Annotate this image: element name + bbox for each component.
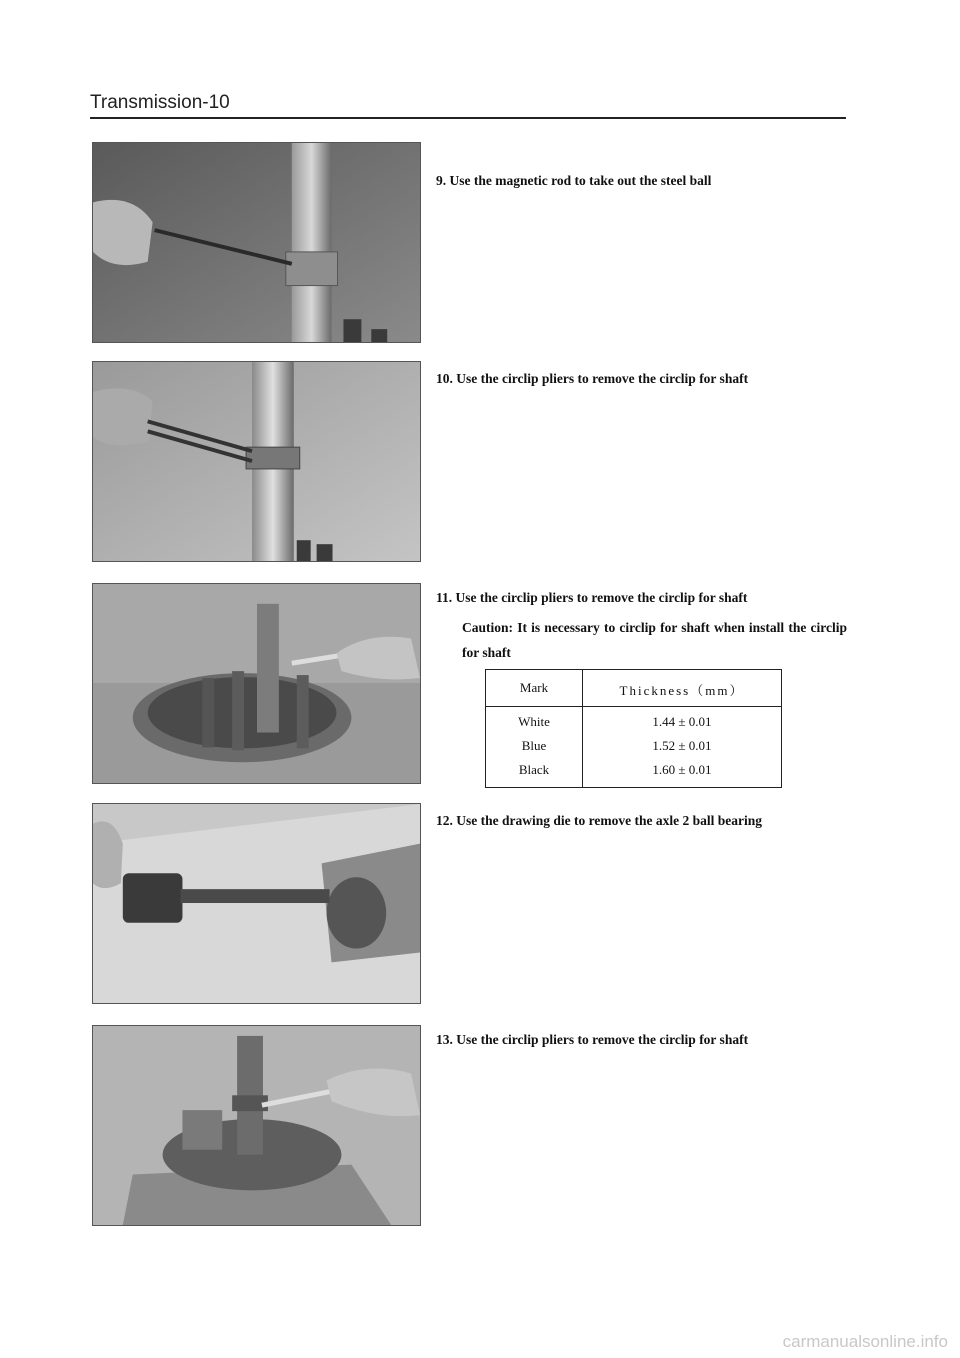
page-title: Transmission-10	[90, 92, 230, 113]
photo-circlip-pliers-2	[92, 583, 421, 784]
photo-circlip-pliers-1	[92, 361, 421, 562]
header-rule	[90, 117, 846, 119]
step-13-text: 13. Use the circlip pliers to remove the circlip for shaft	[436, 1032, 749, 1047]
table-cell-thickness: 1.44 ± 0.01	[652, 714, 712, 729]
step-10-text: 10. Use the circlip pliers to remove the circlip for shaft	[436, 371, 749, 386]
table-cell-mark: Blue	[521, 738, 547, 753]
photo-circlip-pliers-3	[92, 1025, 421, 1226]
table-cell-mark: White	[518, 714, 550, 729]
table-header-mark: Mark	[519, 680, 549, 695]
photo-magnetic-rod	[92, 142, 421, 343]
table-cell-mark: Black	[518, 762, 550, 777]
photo-drawing-die	[92, 803, 421, 1004]
watermark: carmanualsonline.info	[782, 1332, 948, 1351]
step-12-text: 12. Use the drawing die to remove the axle 2 ball bearing	[436, 813, 762, 828]
caution-note: Caution: It is necessary to circlip for shaft when install the circlip for shaft	[462, 620, 847, 660]
step-9-text: 9. Use the magnetic rod to take out the steel ball	[436, 173, 712, 188]
table-cell-thickness: 1.60 ± 0.01	[652, 762, 712, 777]
table-header-thickness: Thickness（mm）	[619, 683, 745, 698]
step-11-text: 11. Use the circlip pliers to remove the circlip for shaft	[436, 590, 748, 605]
circlip-thickness-table	[485, 669, 782, 788]
table-cell-thickness: 1.52 ± 0.01	[652, 738, 712, 753]
